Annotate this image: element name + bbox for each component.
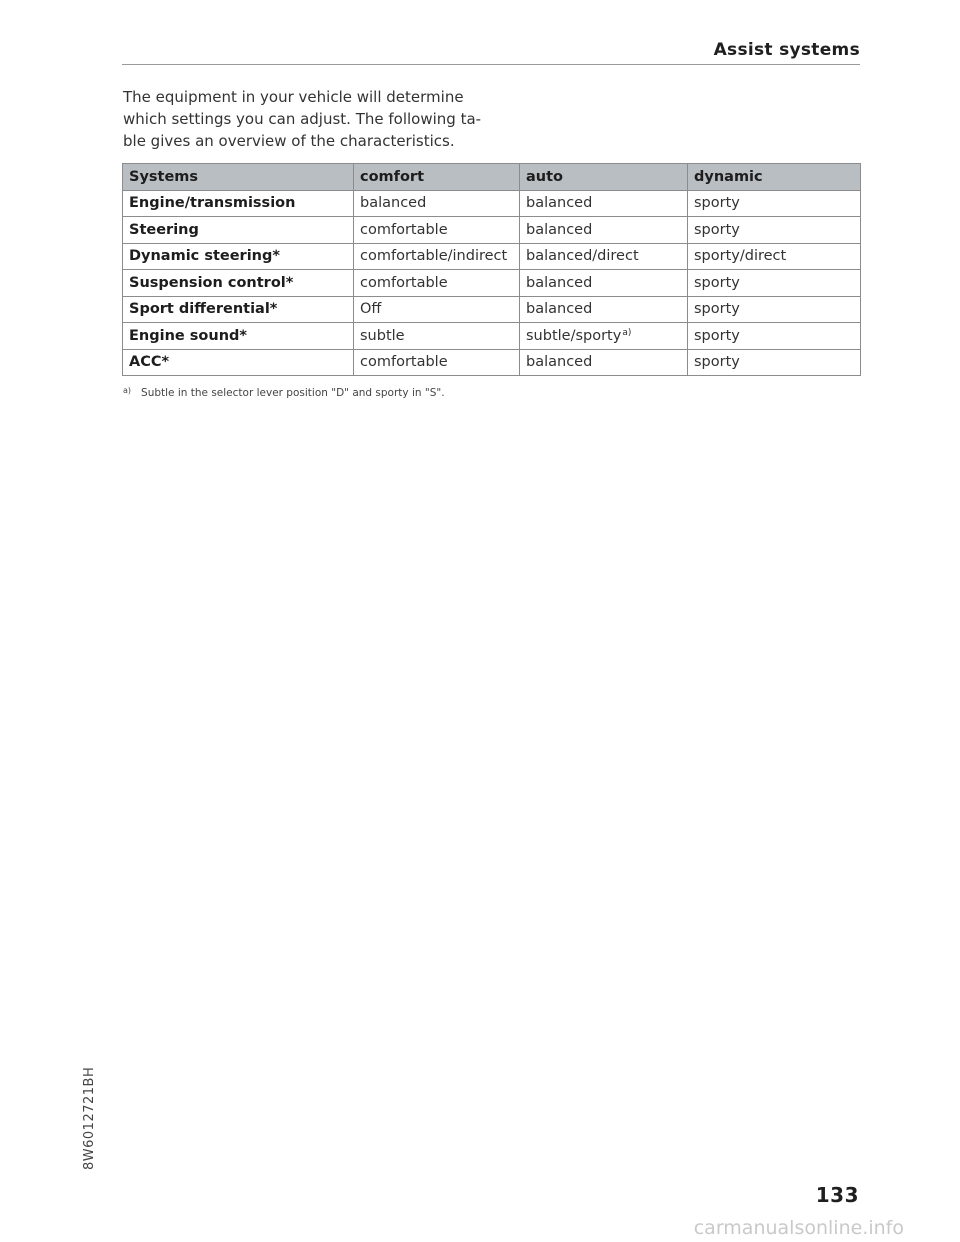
dynamic-cell: sporty (688, 217, 861, 244)
table-header-row (123, 164, 861, 191)
auto-cell-text: subtle/sporty (526, 327, 622, 344)
table-row (123, 270, 861, 297)
dynamic-cell: sporty (688, 270, 861, 297)
watermark: carmanualsonline.info (693, 1217, 904, 1239)
system-name: Dynamic steering* (123, 243, 354, 270)
system-name: ACC* (123, 349, 354, 376)
auto-cell: balanced (520, 190, 688, 217)
system-name: Suspension control* (123, 270, 354, 297)
intro-line-3: ble gives an overview of the characteristics. (123, 132, 455, 150)
comfort-cell: subtle (354, 323, 520, 350)
auto-cell: balanced (520, 217, 688, 244)
footnote-text: Subtle in the selector lever position "D" and sporty in "S". (141, 387, 445, 399)
comfort-cell: Off (354, 296, 520, 323)
dynamic-cell: sporty/direct (688, 243, 861, 270)
dynamic-cell: sporty (688, 296, 861, 323)
table-row (123, 217, 861, 244)
footnote-reference: a) (622, 327, 632, 338)
footnote-mark: a) (123, 386, 132, 395)
intro-line-2: which settings you can adjust. The following ta- (123, 110, 482, 128)
auto-cell (520, 323, 688, 350)
table-row (123, 243, 861, 270)
auto-cell: balanced (520, 296, 688, 323)
system-name: Engine sound* (123, 323, 354, 350)
comfort-cell: comfortable (354, 349, 520, 376)
column-header-auto: auto (520, 164, 688, 191)
table-footnote (123, 386, 445, 399)
system-name: Sport differential* (123, 296, 354, 323)
section-title: Assist systems (713, 40, 860, 60)
column-header-dynamic: dynamic (688, 164, 861, 191)
document-code: 8W6012721BH (82, 1066, 97, 1170)
comfort-cell: balanced (354, 190, 520, 217)
system-name: Steering (123, 217, 354, 244)
intro-line-1: The equipment in your vehicle will determine (123, 88, 464, 106)
table-row (123, 349, 861, 376)
system-name: Engine/transmission (123, 190, 354, 217)
dynamic-cell: sporty (688, 323, 861, 350)
intro-paragraph (123, 86, 482, 152)
table-row (123, 190, 861, 217)
header-divider (122, 64, 860, 65)
page-number: 133 (815, 1183, 859, 1207)
dynamic-cell: sporty (688, 349, 861, 376)
column-header-systems: Systems (123, 164, 354, 191)
dynamic-cell: sporty (688, 190, 861, 217)
table-row (123, 296, 861, 323)
drive-mode-overview-table (122, 163, 861, 376)
auto-cell: balanced (520, 270, 688, 297)
auto-cell: balanced/direct (520, 243, 688, 270)
comfort-cell: comfortable (354, 270, 520, 297)
table-row (123, 323, 861, 350)
column-header-comfort: comfort (354, 164, 520, 191)
auto-cell: balanced (520, 349, 688, 376)
comfort-cell: comfortable (354, 217, 520, 244)
comfort-cell: comfortable/indirect (354, 243, 520, 270)
